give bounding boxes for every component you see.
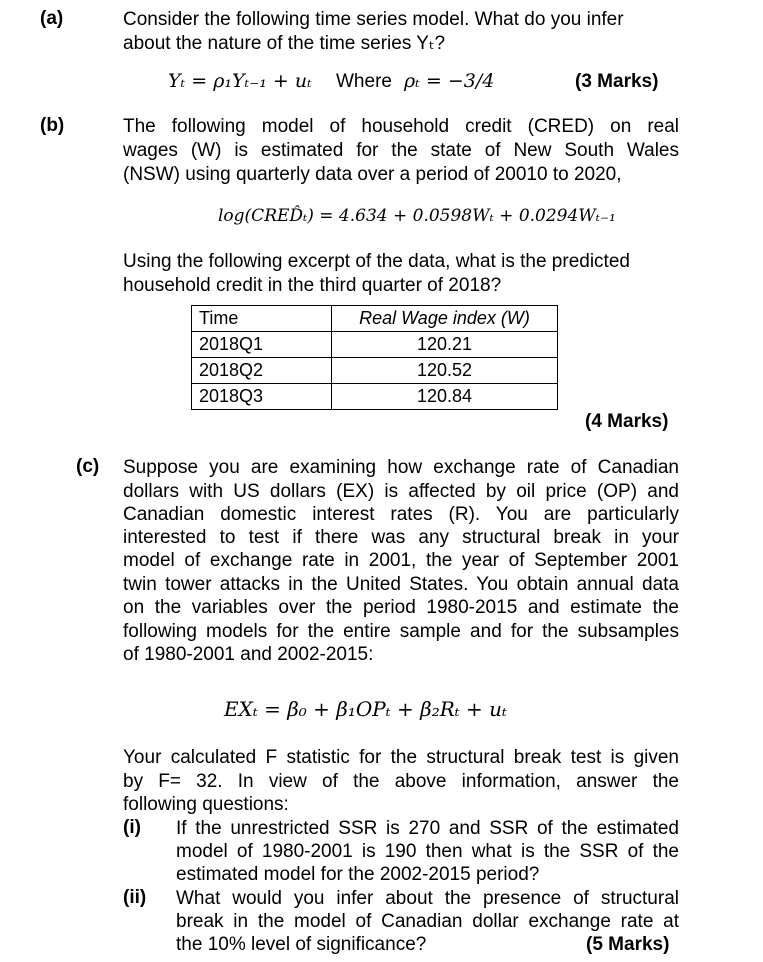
sub-ii-line-2: break in the model of Canadian dollar exchange rate at [176, 911, 679, 932]
part-c-line-9: of 1980-2001 and 2002-2015: [123, 644, 374, 665]
part-c-line-4: interested to test if there was any structural break in your [123, 527, 679, 548]
part-c-label: (c) [76, 456, 100, 477]
part-a-line-1: Consider the following time series model. What do you infer [123, 9, 624, 30]
sub-ii-line-1: What would you infer about the presence of structural [176, 888, 679, 909]
sub-ii-line-3: the 10% level of significance? [176, 934, 427, 955]
table-header-row [192, 306, 558, 332]
sub-i-line-2: model of 1980-2001 is 190 then what is the SSR of the [176, 841, 679, 862]
part-b-line-3: (NSW) using quarterly data over a period of 20010 to 2020, [123, 164, 622, 185]
part-a-marks: (3 Marks) [575, 71, 659, 92]
part-c-equation: EXₜ = β₀ + β₁OPₜ + β₂Rₜ + uₜ [224, 697, 507, 721]
part-b-question-line-1: Using the following excerpt of the data, what is the predicted [123, 251, 630, 272]
table-cell-time: 2018Q1 [192, 332, 332, 358]
part-a-where-equation: ρₜ = −3/4 [404, 70, 495, 92]
table-cell-wage: 120.52 [332, 358, 558, 384]
part-a-label: (a) [40, 8, 64, 29]
part-c-f-line-1: Your calculated F statistic for the structural break test is given [123, 747, 679, 768]
part-c-line-1: Suppose you are examining how exchange rate of Canadian [123, 457, 679, 478]
part-c-line-2: dollars with US dollars (EX) is affected by oil price (OP) and [123, 481, 679, 502]
sub-i-line-1: If the unrestricted SSR is 270 and SSR of the estimated [176, 818, 679, 839]
table-cell-time: 2018Q3 [192, 384, 332, 410]
part-c-line-7: on the variables over the period 1980-2015 and estimate the [123, 597, 679, 618]
part-a-where: Where [336, 71, 392, 92]
table-header-time: Time [192, 306, 332, 332]
part-b-equation: log(CRED̂ₜ) = 4.634 + 0.0598Wₜ + 0.0294Wₜ₋₁ [218, 206, 616, 226]
part-b-label: (b) [40, 115, 65, 136]
part-b-line-2: wages (W) is estimated for the state of New South Wales [123, 140, 679, 161]
part-c-line-6: twin tower attacks in the United States. You obtain annual data [123, 574, 679, 595]
table-header-wage: Real Wage index (W) [332, 306, 558, 332]
table-cell-time: 2018Q2 [192, 358, 332, 384]
table-row [192, 384, 558, 410]
sub-ii-label: (ii) [123, 887, 147, 908]
part-b-marks: (4 Marks) [585, 411, 669, 432]
wage-table [191, 305, 558, 410]
part-c-line-3: Canadian domestic interest rates (R). You are particularly [123, 504, 679, 525]
part-a-equation: Yₜ = ρ₁Yₜ₋₁ + uₜ [168, 70, 312, 92]
part-b-question-line-2: household credit in the third quarter of 2018? [123, 275, 502, 296]
part-c-f-line-2: by F= 32. In view of the above information, answer the [123, 771, 679, 792]
sub-i-label: (i) [123, 817, 141, 838]
part-c-f-line-3: following questions: [123, 794, 289, 815]
table-cell-wage: 120.84 [332, 384, 558, 410]
part-a-line-2: about the nature of the time series Yₜ? [123, 33, 446, 54]
table-cell-wage: 120.21 [332, 332, 558, 358]
part-c-marks: (5 Marks) [586, 934, 670, 955]
sub-i-line-3: estimated model for the 2002-2015 period? [176, 864, 540, 885]
part-c-line-5: model of exchange rate in 2001, the year of September 2001 [123, 550, 679, 571]
part-c-line-8: following models for the entire sample and for the subsamples [123, 621, 679, 642]
part-b-line-1: The following model of household credit (CRED) on real [123, 116, 679, 137]
table-row [192, 358, 558, 384]
table-row [192, 332, 558, 358]
